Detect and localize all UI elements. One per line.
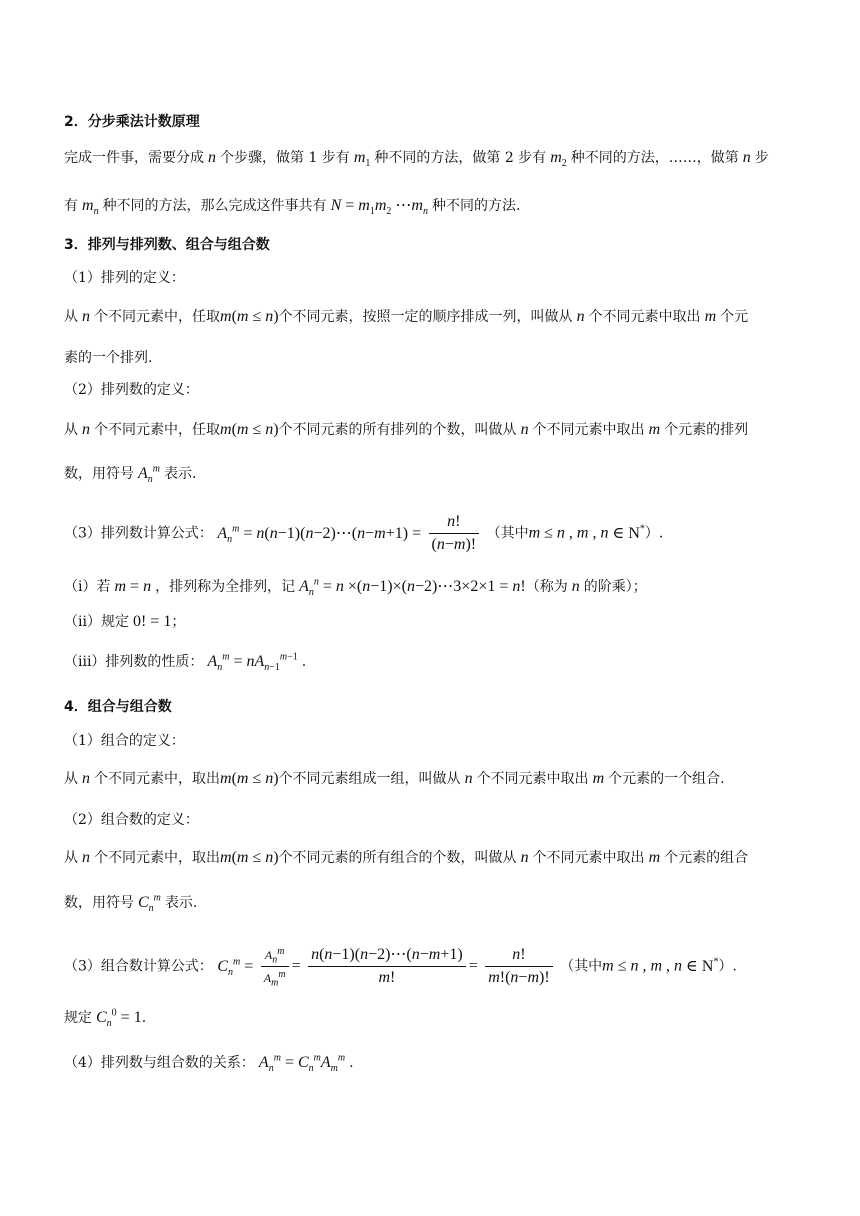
sec2-paragraph-line1: 完成一件事，需要分成 n 个步骤，做第 1 步有 $m_1$ 种不同的方法，做第 2 步有 $m_2$ 种不同的方法，……，做第 n 步 xyxy=(64,149,769,170)
sec3-def2-line1: 从 n 个不同元素中，任取m(m ≤ n)个不同元素的所有排列的个数，叫做从 n 个不同元素中取出 m 个元素的排列 xyxy=(64,421,749,438)
zero-factorial-line: （ii）规定 0! = 1； xyxy=(64,613,186,630)
sec4-def2-line2: 数，用符号 $C_n^m$ 表示. xyxy=(64,892,198,915)
sec3-sub2-heading: （2）排列数的定义： xyxy=(64,382,199,398)
combination-formula-line: （3）组合数计算公式： $C_n^m$ = $\frac{A_n^m}{A_m^m}$ = $\frac{n(n-1)(n-2)\cdots(n-m+1)}{m!}$ = $\frac{n!}{m!(n-m)!}$ （其中m ≤ n , m , n ∈ N*）. xyxy=(64,946,737,989)
sec4-sub2-heading: （2）组合数的定义： xyxy=(64,812,199,828)
section-2-title: 2．分步乘法计数原理 xyxy=(64,114,200,130)
combination-rule-line: 规定 $C_n^0 = 1$. xyxy=(64,1007,147,1030)
sec3-def1-line1: 从 n 个不同元素中，任取m(m ≤ n)个不同元素，按照一定的顺序排成一列，叫做从 n 个不同元素中取出 m 个元 xyxy=(64,308,749,325)
combination-fraction-c: $\frac{n!}{m!(n-m)!}$ xyxy=(485,945,552,988)
sec3-def2-line2: 数，用符号 $A_n^m$ 表示. xyxy=(64,463,197,486)
section-4-title: 4．组合与组合数 xyxy=(64,699,172,715)
sec4-def1-line: 从 n 个不同元素中，取出m(m ≤ n)个不同元素组成一组，叫做从 n 个不同元素中取出 m 个元素的一个组合. xyxy=(64,770,725,787)
sec4-sub1-heading: （1）组合的定义： xyxy=(64,733,185,749)
sec3-def1-line2: 素的一个排列. xyxy=(64,350,153,366)
relation-line: （4）排列数与组合数的关系： $A_n^m = C_n^mA_m^m$ . xyxy=(64,1052,354,1075)
section-3-title: 3．排列与排列数、组合与组合数 xyxy=(64,237,270,253)
sec3-sub1-heading: （1）排列的定义： xyxy=(64,270,185,286)
full-permutation-line: （i）若 m = n ，排列称为全排列，记 $A_n^n = n$ ×(n−1)×(n−2)⋯3×2×1 = n!（称为 n 的阶乘）； xyxy=(64,576,647,599)
combination-fraction-b: $\frac{n(n-1)(n-2)\cdots(n-m+1)}{m!}$ xyxy=(308,945,466,988)
permutation-formula-line: （3）排列数计算公式： $A_n^m$ = n(n−1)(n−2)⋯(n−m+1) = $\frac{n!}{(n-m)!}$ （其中m ≤ n , m , n ∈ N*）. xyxy=(64,513,664,553)
sec2-paragraph-line2: 有 $m_n$ 种不同的方法，那么完成这件事共有 $N = m_1m_2$ $\cdots m_n$ 种不同的方法. xyxy=(64,197,521,218)
permutation-fraction: $\frac{n!}{(n-m)!}$ xyxy=(429,512,480,555)
sec4-def2-line1: 从 n 个不同元素中，取出m(m ≤ n)个不同元素的所有组合的个数，叫做从 n 个不同元素中取出 m 个元素的组合 xyxy=(64,849,749,866)
combination-fraction-a: $\frac{A_n^m}{A_m^m}$ xyxy=(261,945,289,988)
permutation-property-line: （iii）排列数的性质： $A_n^m = nA_{n-1}^{m-1}$ . xyxy=(64,651,307,674)
